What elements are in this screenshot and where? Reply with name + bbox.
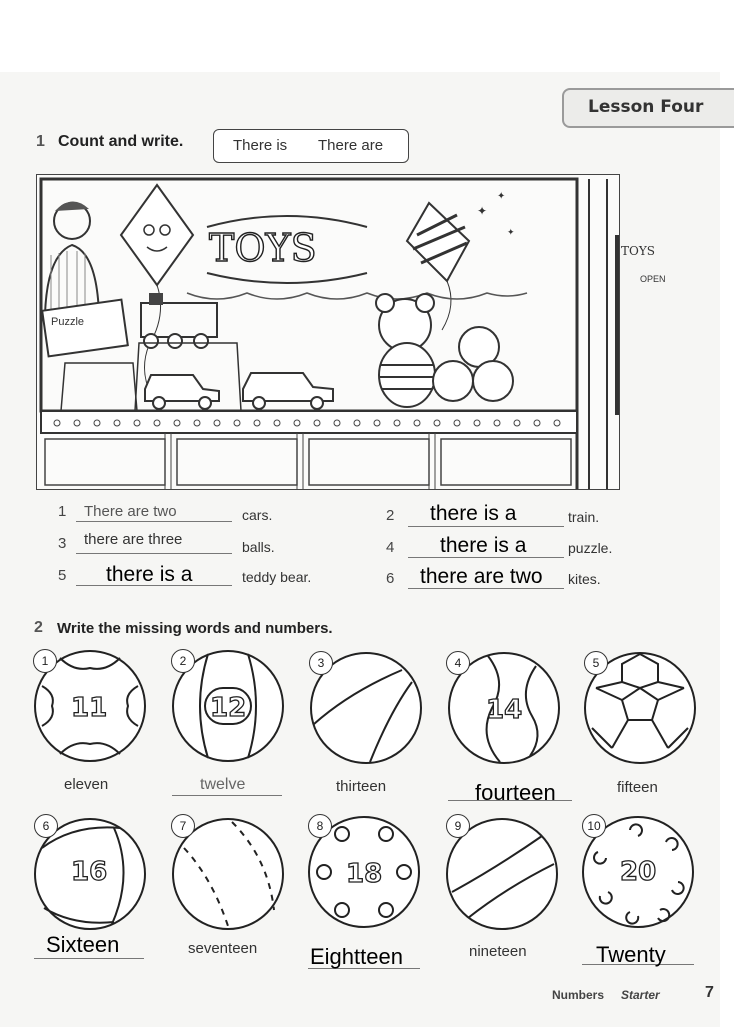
item-number: 6 bbox=[386, 570, 395, 587]
ball-digits: 12 bbox=[210, 693, 247, 723]
ball-number-badge: 4 bbox=[446, 651, 470, 675]
item-noun: teddy bear. bbox=[242, 569, 312, 585]
ball-word: fifteen bbox=[617, 779, 658, 796]
item-number: 2 bbox=[386, 507, 395, 524]
item-answer: there are three bbox=[84, 531, 183, 548]
svg-text:✦: ✦ bbox=[497, 191, 506, 202]
svg-text:✦: ✦ bbox=[507, 228, 515, 238]
shop-sign: TOYS bbox=[209, 226, 317, 270]
word-box-option: There are bbox=[318, 137, 384, 154]
answer-line bbox=[76, 553, 232, 554]
answer-line bbox=[172, 795, 282, 796]
door-open-sign: OPEN bbox=[640, 274, 666, 284]
ball-digits: 20 bbox=[620, 857, 657, 887]
ball-word: Eightteen bbox=[310, 944, 403, 969]
item-answer: there is a bbox=[440, 534, 527, 557]
item-noun: balls. bbox=[242, 539, 275, 555]
door-sign: TOYS bbox=[621, 244, 655, 258]
ball-word: seventeen bbox=[188, 940, 258, 957]
ball-word: twelve bbox=[200, 776, 246, 793]
item-answer: there are two bbox=[420, 565, 543, 588]
ball-word: thirteen bbox=[336, 778, 387, 795]
answer-line bbox=[408, 526, 564, 527]
ball-number-badge: 7 bbox=[171, 814, 195, 838]
item-number: 1 bbox=[58, 503, 67, 520]
item-noun: kites. bbox=[568, 571, 601, 587]
ball-word: eleven bbox=[64, 776, 109, 793]
exercise-2-title: Write the missing words and numbers. bbox=[57, 620, 333, 637]
ball-word: Twenty bbox=[596, 942, 666, 967]
ball-number-badge: 9 bbox=[446, 814, 470, 838]
item-answer: There are two bbox=[84, 503, 177, 520]
svg-text:✦: ✦ bbox=[477, 204, 488, 218]
footer-level: Starter bbox=[621, 988, 660, 1002]
ball-number-badge: 2 bbox=[171, 649, 195, 673]
answer-line bbox=[76, 521, 232, 522]
ball-digits: 16 bbox=[71, 857, 108, 887]
ball-number-badge: 3 bbox=[309, 651, 333, 675]
item-number: 3 bbox=[58, 535, 67, 552]
item-answer: there is a bbox=[106, 563, 193, 586]
ball-number-badge: 8 bbox=[308, 814, 332, 838]
item-noun: puzzle. bbox=[568, 540, 613, 556]
item-number: 4 bbox=[386, 539, 395, 556]
item-answer: there is a bbox=[430, 502, 517, 525]
footer-section: Numbers bbox=[552, 988, 605, 1002]
page-number: 7 bbox=[705, 984, 714, 1001]
ball-word: fourteen bbox=[475, 780, 556, 805]
lesson-tab bbox=[562, 88, 734, 128]
item-noun: cars. bbox=[242, 507, 273, 523]
word-box bbox=[213, 129, 409, 163]
ball-word: nineteen bbox=[469, 943, 527, 960]
ball-number-badge: 5 bbox=[584, 651, 608, 675]
exercise-1-number: 1 bbox=[36, 133, 45, 150]
item-number: 5 bbox=[58, 567, 67, 584]
answer-line bbox=[34, 958, 144, 959]
word-box-option: There is bbox=[233, 137, 288, 154]
ball-number-badge: 6 bbox=[34, 814, 58, 838]
item-noun: train. bbox=[568, 509, 600, 525]
ball-digits: 14 bbox=[486, 695, 523, 725]
exercise-2-number: 2 bbox=[34, 619, 43, 636]
ball-number-badge: 10 bbox=[582, 814, 606, 838]
ball-digits: 11 bbox=[71, 693, 108, 723]
ball-word: Sixteen bbox=[46, 932, 120, 957]
puzzle-box-label: Puzzle bbox=[51, 316, 85, 328]
ball-digits: 18 bbox=[346, 859, 383, 889]
lesson-label: Lesson Four bbox=[588, 97, 704, 117]
exercise-1-title: Count and write. bbox=[58, 133, 184, 150]
ball-number-badge: 1 bbox=[33, 649, 57, 673]
